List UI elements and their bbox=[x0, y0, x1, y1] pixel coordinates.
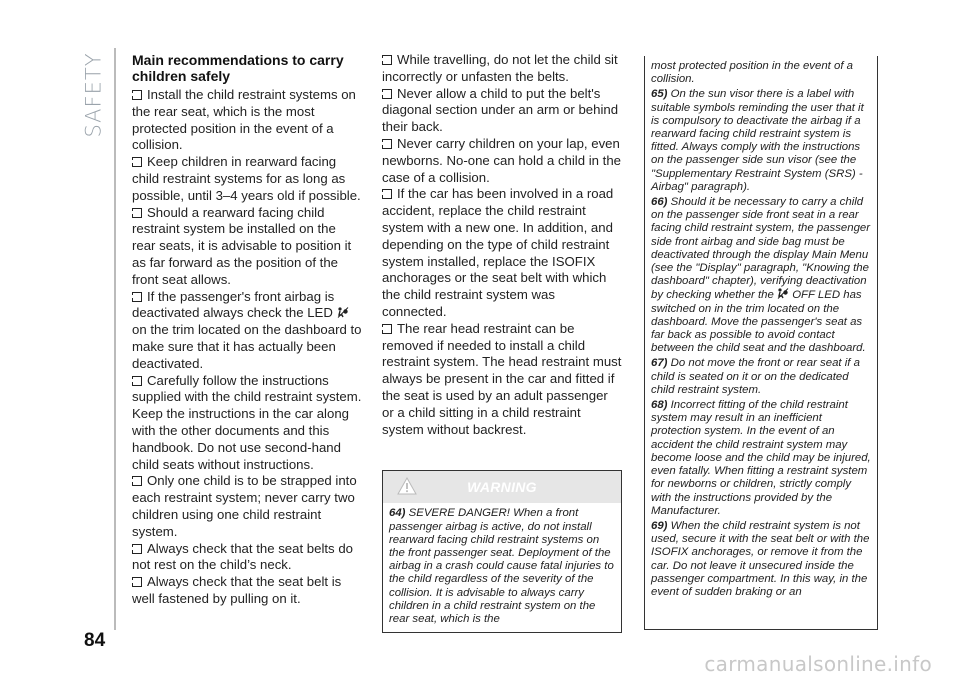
note-69: 69) When the child restraint system is not used, secure it with the seat belt or with the ISOFIX anchorages, or remove it from the car. Do not leave it unsecured inside the passenger compartment. In this way, in the event of sudden braking or an bbox=[651, 519, 870, 598]
square-bullet-icon bbox=[132, 208, 142, 218]
list-item: Never allow a child to put the belt's diagonal section under an arm or behind their back. bbox=[382, 85, 619, 135]
section-label: SAFETY bbox=[82, 52, 106, 138]
list-item: Never carry children on your lap, even newborns. No-one can hold a child in the case of a collision. bbox=[382, 135, 621, 185]
square-bullet-icon bbox=[382, 324, 392, 334]
square-bullet-icon bbox=[132, 544, 142, 554]
square-bullet-icon bbox=[132, 157, 142, 167]
square-bullet-icon bbox=[132, 577, 142, 587]
list-item: Always check that the seat belt is well fastened by pulling on it. bbox=[132, 574, 342, 606]
note-66: 66) Should it be necessary to carry a child on the passenger side front seat in a rear facing child restraint system, the passenger side front airbag and side bag must be deactivated through the display Main Menu (see the "Display" paragraph, "Knowing the dashboard" chapter), verifying deactivation by checking whether the OFF LED has switched on in the trim located on the dashboard. Move the passenger's seat as far back as possible to avoid contact between the child seat and the dashboard. bbox=[651, 196, 871, 355]
page-number: 84 bbox=[84, 630, 106, 651]
note-65: 65) On the sun visor there is a label with suitable symbols reminding the user that it is compulsory to deactivate the airbag if a rearward facing child restraint system is fitted. Always comply with the instructions on the passenger side sun visor (see the "Supplementary Restraint System (SRS) - Airbag" paragraph). bbox=[651, 88, 864, 193]
warning-header bbox=[383, 471, 621, 503]
note-64: 64) SEVERE DANGER! When a front passenger airbag is active, do not install rearward facing child restraint systems on the front passenger seat. Deployment of the airbag in a crash could cause fatal injuries to the child regardless of the severity of the collision. It is advisable to always carry children in a child restraint system on the rear seat, which is the bbox=[389, 507, 614, 625]
warning-continuation-box bbox=[644, 56, 878, 630]
list-item: Carefully follow the instructions supplied with the child restraint system. Keep the instructions in the car along with the other documents and this handbook. Do not use second-hand child seats without instructions. bbox=[132, 372, 362, 472]
square-bullet-icon bbox=[382, 89, 392, 99]
column-1 bbox=[132, 52, 362, 608]
square-bullet-icon bbox=[382, 139, 392, 149]
list-item: While travelling, do not let the child sit incorrectly or unfasten the belts. bbox=[382, 52, 618, 84]
list-item: If the car has been involved in a road accident, replace the child restraint system with a new one. In addition, and depending on the type of child restraint system installed, replace the ISOFIX anchorages or the seat belt with which the child restraint system was connected. bbox=[382, 186, 614, 319]
square-bullet-icon bbox=[132, 476, 142, 486]
list-item: Keep children in rearward facing child restraint systems for as long as possible, until 3–4 years old if possible. bbox=[132, 154, 361, 203]
list-item-airbag: If the passenger's front airbag is deactivated always check the LED on the trim located on the dashboard to make sure that it has actually been deactivated. bbox=[132, 288, 362, 371]
warning-triangle-icon bbox=[397, 477, 417, 495]
list-item: Should a rearward facing child restraint system be installed on the rear seats, it is advisable to position it as far forward as the position of the front seat allows. bbox=[132, 204, 352, 287]
list-item: Always check that the seat belts do not rest on the child’s neck. bbox=[132, 540, 353, 573]
warning-title: WARNING bbox=[467, 479, 537, 496]
square-bullet-icon bbox=[382, 189, 392, 199]
section-divider bbox=[114, 48, 116, 630]
list-item: Only one child is to be strapped into each restraint system; never carry two children using one child restraint system. bbox=[132, 473, 357, 539]
square-bullet-icon bbox=[132, 376, 142, 386]
section-heading: Main recommendations to carry children safely bbox=[132, 52, 344, 84]
note-64-continued: most protected position in the event of a collision. bbox=[651, 60, 853, 86]
square-bullet-icon bbox=[132, 90, 142, 100]
list-item: The rear head restraint can be removed if needed to install a child restraint system. The head restraint must always be present in the car and fitted if the seat is used by an adult passenger or a child sitting in a child restraint system without backrest. bbox=[382, 320, 622, 437]
airbag-off-icon bbox=[337, 307, 349, 318]
list-item: Install the child restraint systems on the rear seat, which is the most protected position in the event of a collision. bbox=[132, 87, 356, 153]
warning-box bbox=[382, 470, 622, 633]
note-67: 67) Do not move the front or rear seat if a child is seated on it or on the dedicated child restraint system. bbox=[651, 357, 860, 396]
warning-body bbox=[383, 503, 621, 632]
watermark: carmanualsonline.info bbox=[704, 652, 932, 676]
column-2 bbox=[382, 52, 622, 633]
recommendation-list-continued bbox=[382, 52, 622, 438]
square-bullet-icon bbox=[132, 292, 142, 302]
recommendation-list bbox=[132, 87, 362, 608]
note-68: 68) Incorrect fitting of the child restraint system may result in an inefficient protection system. In the event of an accident the child restraint system may become loose and the child may be injured, even fatally. When fitting a restraint system for newborns or children, strictly comply with the instructions provided by the Manufacturer. bbox=[651, 399, 871, 517]
airbag-off-icon bbox=[777, 288, 789, 299]
section-tab bbox=[78, 50, 110, 140]
square-bullet-icon bbox=[382, 55, 392, 65]
